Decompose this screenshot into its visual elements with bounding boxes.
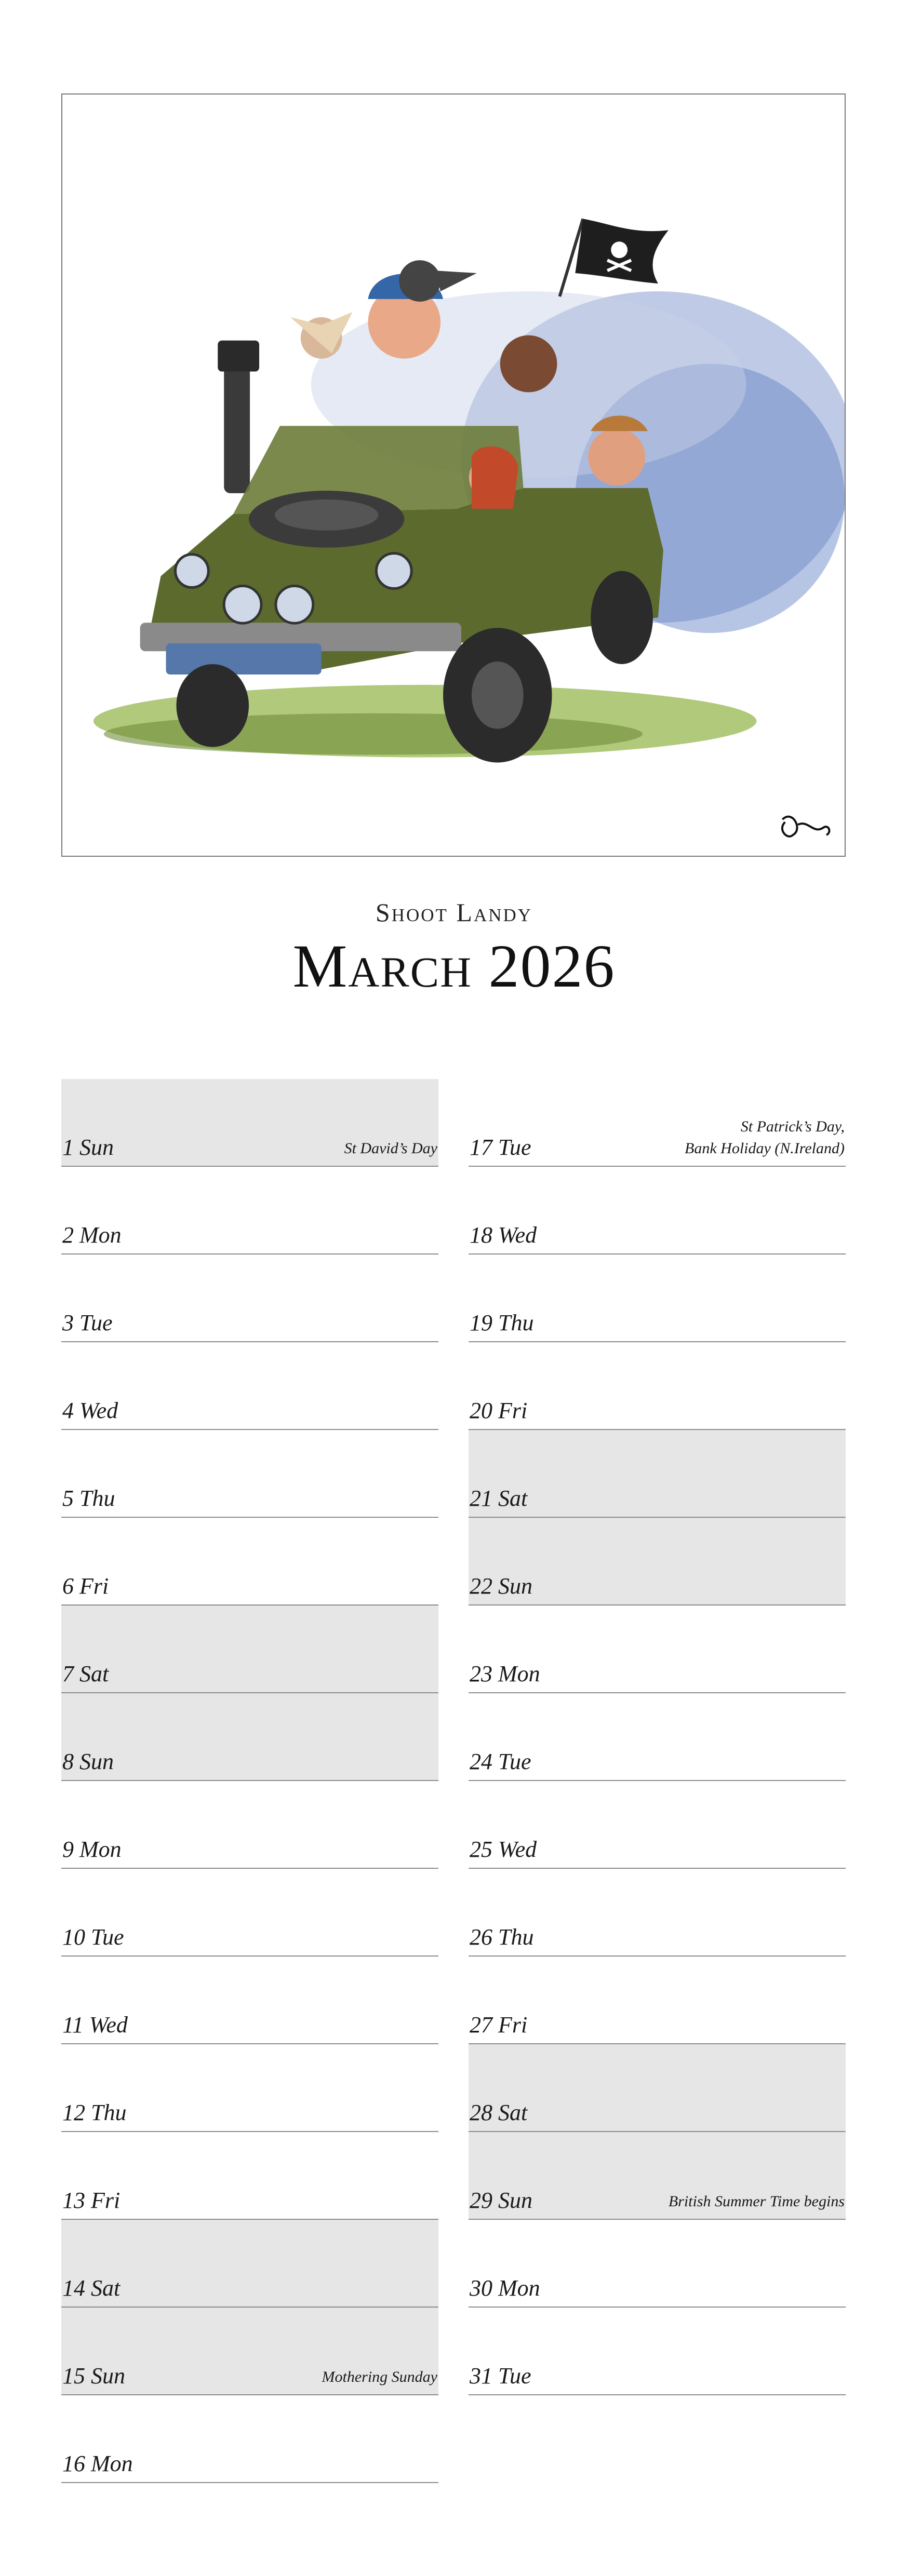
day-note: St David’s Day — [344, 1140, 437, 1157]
day-label: 11 Wed — [62, 2012, 128, 2038]
day-label: 2 Mon — [62, 1222, 122, 1248]
day-column-right — [469, 1079, 846, 2395]
day-label: 16 Mon — [62, 2451, 133, 2476]
day-row — [61, 1167, 438, 1255]
day-row — [469, 1430, 846, 1518]
day-row — [469, 1167, 846, 1255]
day-note: Mothering Sunday — [322, 2368, 437, 2385]
day-label: 30 Mon — [470, 2275, 540, 2301]
day-label: 15 Sun — [62, 2363, 125, 2389]
day-label: 23 Mon — [470, 1661, 540, 1687]
day-label: 12 Thu — [62, 2100, 127, 2125]
day-label: 3 Tue — [62, 1310, 113, 1336]
day-row — [61, 1079, 438, 1167]
day-row — [61, 1781, 438, 1869]
illustration-frame — [61, 93, 846, 857]
day-label: 10 Tue — [62, 1924, 124, 1950]
day-label: 28 Sat — [470, 2100, 528, 2125]
day-note: St Patrick’s Day, Bank Holiday (N.Ireland) — [685, 1118, 845, 1157]
day-row — [61, 1342, 438, 1430]
day-row — [61, 1957, 438, 2044]
day-label: 21 Sat — [470, 1486, 528, 1511]
day-label: 24 Tue — [470, 1749, 531, 1774]
day-row — [61, 2395, 438, 2483]
day-label: 19 Thu — [470, 1310, 534, 1336]
day-row — [469, 1255, 846, 1342]
day-label: 9 Mon — [62, 1837, 122, 1862]
artist-signature — [782, 817, 830, 837]
day-label: 29 Sun — [470, 2188, 532, 2213]
day-row — [61, 1255, 438, 1342]
day-label: 13 Fri — [62, 2188, 121, 2213]
day-row — [61, 2132, 438, 2220]
day-row — [61, 2308, 438, 2395]
day-row — [469, 1606, 846, 1693]
day-row — [61, 1693, 438, 1781]
day-label: 6 Fri — [62, 1573, 109, 1599]
day-label: 20 Fri — [470, 1398, 528, 1423]
day-label: 31 Tue — [470, 2363, 531, 2389]
day-row — [469, 1781, 846, 1869]
day-row — [61, 2044, 438, 2132]
page-subtitle: Shoot Landy — [375, 898, 533, 927]
day-row — [469, 2132, 846, 2220]
day-column-left — [61, 1079, 438, 2483]
page-title: March 2026 — [292, 932, 616, 1000]
pirate-flag-icon — [559, 219, 668, 296]
day-row — [469, 2044, 846, 2132]
day-row — [61, 1606, 438, 1693]
day-row — [469, 1869, 846, 1957]
day-row — [469, 1693, 846, 1781]
day-row — [469, 1342, 846, 1430]
day-row — [61, 2220, 438, 2308]
day-row — [61, 1518, 438, 1606]
day-label: 14 Sat — [62, 2275, 121, 2301]
day-label: 25 Wed — [470, 1837, 537, 1862]
day-row — [61, 1430, 438, 1518]
day-row — [469, 2220, 846, 2308]
day-label: 4 Wed — [62, 1398, 118, 1423]
day-label: 18 Wed — [470, 1222, 537, 1248]
day-label: 17 Tue — [470, 1135, 531, 1160]
day-row — [469, 1957, 846, 2044]
day-label: 22 Sun — [470, 1573, 532, 1599]
land-rover-illustration — [62, 95, 845, 856]
day-note: British Summer Time begins — [668, 2193, 845, 2210]
day-row — [469, 1079, 846, 1167]
day-row — [469, 2308, 846, 2395]
day-label: 8 Sun — [62, 1749, 114, 1774]
day-label: 27 Fri — [470, 2012, 528, 2038]
day-label: 1 Sun — [62, 1135, 114, 1160]
day-row — [61, 1869, 438, 1957]
day-label: 7 Sat — [62, 1661, 109, 1687]
day-row — [469, 1518, 846, 1606]
day-label: 26 Thu — [470, 1924, 534, 1950]
day-label: 5 Thu — [62, 1486, 115, 1511]
